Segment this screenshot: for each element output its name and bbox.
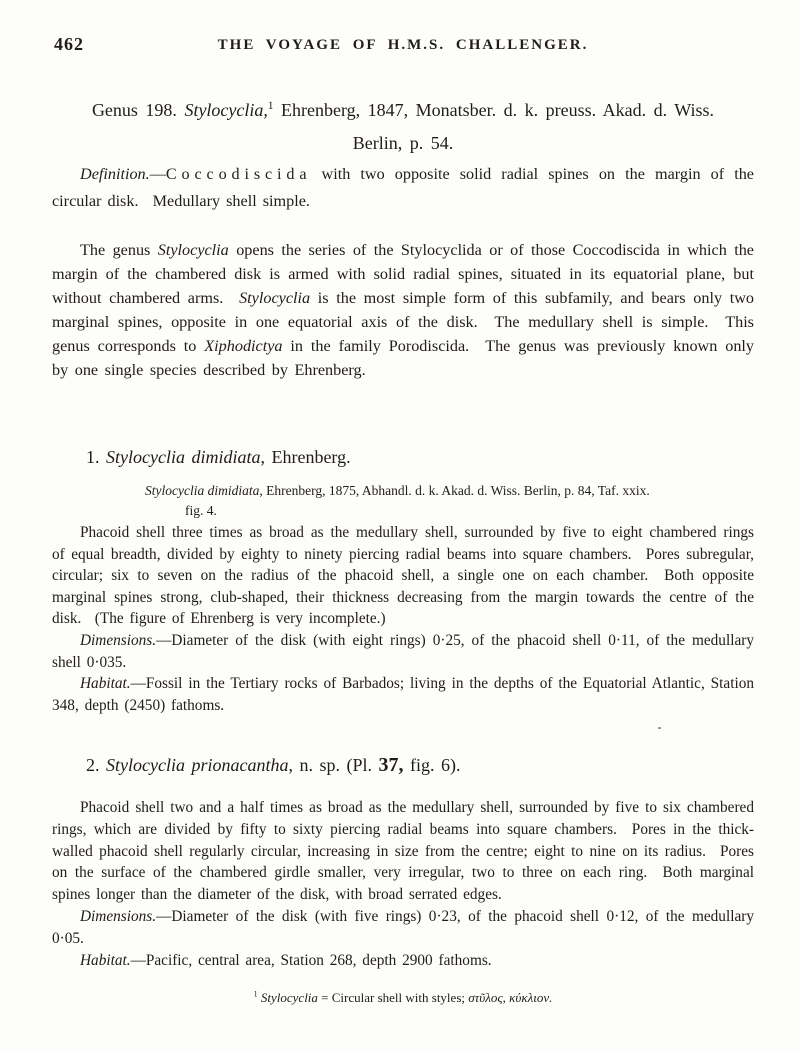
page-number: 462 bbox=[54, 34, 84, 54]
running-title: THE VOYAGE OF H.M.S. CHALLENGER. bbox=[217, 37, 589, 53]
footnote-taxon: Stylocyclia bbox=[257, 990, 318, 1005]
dimensions-label: Dimensions. bbox=[80, 631, 157, 649]
species2-number: 2. bbox=[86, 755, 106, 775]
scan-speck bbox=[658, 727, 661, 729]
species2-description: Phacoid shell two and a half times as broad as the medullary shell, surrounded by five to six chambered rings, which are divided by fifty to sixty piercing radial beams into square chambers. Pores in the thick-walled phacoid shell regularly circular, increasing in size from the centre; eight to nine on its radius. Pores on the surface of the chambered girdle smaller, very irregular, two to three on each ring. Both marginal spines longer than the diameter of the disk, with broad serrated edges. bbox=[52, 799, 754, 904]
genus-heading-line2: Berlin, p. 54. bbox=[352, 133, 454, 153]
definition-family-name: Coccodiscida bbox=[165, 165, 312, 183]
dimensions-text: —Diameter of the disk (with five rings) 0·23, of the phacoid shell 0·12, of the medullary 0·05. bbox=[52, 907, 754, 947]
genus-description-paragraph bbox=[52, 238, 754, 382]
genus-name: Stylocyclia, bbox=[184, 100, 268, 120]
genus-number: Genus 198. bbox=[91, 100, 185, 120]
footnote-greek: στῦλος, κύκλιον. bbox=[468, 990, 553, 1005]
species2-plate-number: 37, bbox=[378, 754, 404, 776]
species2-authority: , n. sp. (Pl. bbox=[288, 755, 379, 775]
habitat-text: —Pacific, central area, Station 268, depth 2900 fathoms. bbox=[130, 951, 492, 969]
genus-desc-text: is the most simple form of this subfamily, and bears only two marginal spines, opposite in one equatorial axis of the disk. The medullary shell is simple. This genus corresponds to bbox=[52, 289, 754, 355]
definition-text: with two opposite solid radial spines on the margin of the circular disk. Medullary shell simple. bbox=[52, 165, 754, 210]
footnote bbox=[52, 990, 754, 1006]
species1-body bbox=[52, 522, 754, 716]
definition-label: Definition. bbox=[80, 165, 150, 183]
genus-desc-text: opens the series of the Stylocyclida or of those Coccodiscida in which the margin of the chambered disk is armed with solid radial spines, situated in its equatorial plane, but without chambered arms. bbox=[52, 241, 754, 307]
definition-dash: — bbox=[149, 165, 166, 183]
species2-name: Stylocyclia prionacantha bbox=[106, 755, 289, 775]
habitat-text: —Fossil in the Tertiary rocks of Barbados; living in the depths of the Equatorial Atlantic, Station 348, depth (2450) fathoms. bbox=[52, 675, 754, 714]
footnote-ref: 1 bbox=[253, 989, 258, 999]
species1-authority: , Ehrenberg. bbox=[260, 447, 351, 467]
genus-desc-text: The genus bbox=[80, 241, 158, 259]
species1-dimensions bbox=[52, 630, 754, 673]
species1-name: Stylocyclia dimidiata bbox=[106, 447, 261, 467]
habitat-label: Habitat. bbox=[80, 951, 131, 969]
citation-reference: , Ehrenberg, 1875, Abhandl. d. k. Akad. d. Wiss. Berlin, p. 84, Taf. xxix. bbox=[259, 483, 650, 498]
genus-heading-line1 bbox=[52, 94, 754, 127]
genus-desc-text: in the family Porodiscida. The genus was previously known only by one single species described by Ehrenberg. bbox=[52, 337, 754, 379]
genus-desc-taxon: Xiphodictya bbox=[204, 337, 283, 355]
footnote-text: = Circular shell with styles; bbox=[317, 990, 469, 1005]
genus-desc-taxon: Stylocyclia bbox=[239, 289, 311, 307]
species2-body bbox=[52, 797, 754, 971]
dimensions-label: Dimensions. bbox=[80, 907, 157, 925]
genus-desc-taxon: Stylocyclia bbox=[157, 241, 229, 259]
species1-description: Phacoid shell three times as broad as the medullary shell, surrounded by five to eight chambered rings of equal breadth, divided by eighty to ninety piercing radial beams into square chambers. Pores subregular, circular; six to seven on the radius of the phacoid shell, a single one on each chamber. Both opposite marginal spines strong, club-shaped, their thickness decreasing from the margin towards the centre of the disk. (The figure of Ehrenberg is very incomplete.) bbox=[52, 524, 754, 628]
dimensions-text: —Diameter of the disk (with eight rings) 0·25, of the phacoid shell 0·11, of the medullary shell 0·035. bbox=[52, 631, 754, 671]
species1-number: 1. bbox=[86, 447, 106, 467]
genus-footnote-ref: 1 bbox=[267, 100, 274, 112]
page-header bbox=[52, 36, 754, 54]
species1-citation bbox=[145, 481, 751, 521]
genus-heading bbox=[52, 94, 754, 160]
definition-section bbox=[52, 161, 754, 215]
definition-paragraph bbox=[52, 161, 754, 215]
species2-heading bbox=[52, 753, 788, 777]
genus-authority: Ehrenberg, 1847, Monatsber. d. k. preuss. Akad. d. Wiss. bbox=[273, 100, 715, 120]
genus-description bbox=[52, 238, 754, 382]
species2-habitat bbox=[52, 950, 754, 972]
habitat-label: Habitat. bbox=[80, 675, 131, 693]
citation-line2: fig. 4. bbox=[185, 503, 217, 518]
species2-figure: fig. 6). bbox=[403, 755, 461, 775]
citation-taxon: Stylocyclia dimidiata bbox=[145, 483, 260, 498]
species1-heading bbox=[52, 445, 788, 469]
species1-habitat bbox=[52, 673, 754, 716]
species2-dimensions bbox=[52, 906, 754, 950]
